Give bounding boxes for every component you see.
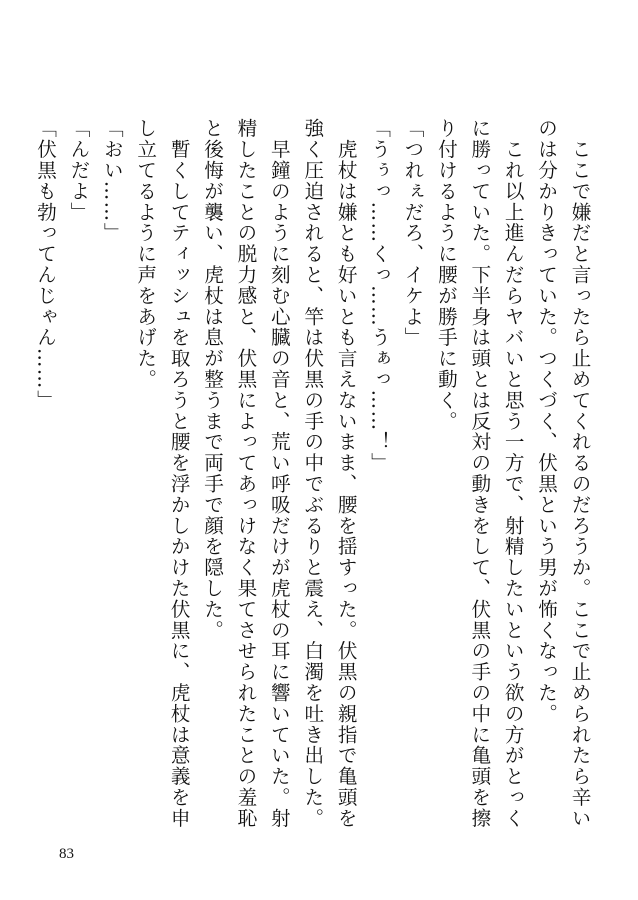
vertical-text-body [33,118,596,830]
dialogue-line: 「つれぇだろ、イケよ」 [400,118,424,348]
dialogue-line: 「伏黒も勃ってんじゃん……」 [33,118,57,411]
dialogue-line: 「んだよ」 [66,118,90,223]
paragraph: これ以上進んだらヤバいと思う一方で、射精したいという欲の方がとっくに勝っていた。下半身は頭とは反対の動きをして、伏黒の手の中に亀頭を擦り付けるように腰が勝手に動く。 [434,118,525,829]
page-number: 83 [59,846,74,862]
paragraph: 虎杖は嫌とも好いとも言えないまま、腰を揺すった。伏黒の親指で亀頭を強く圧迫されると、竿は伏黒の手の中でぶるりと震え、白濁を吐き出した。 [300,118,358,829]
paragraph: 早鐘のように刻む心臓の音と、荒い呼吸だけが虎杖の耳に響いていた。射精したことの脱力感と、伏黒によってあっけなく果てさせられたことの羞恥と後悔が襲い、虎杖は息が整うまで両手で顔を隠した。 [200,118,291,829]
paragraph: ここで嫌だと言ったら止めてくれるのだろうか。ここで止められたら辛いのは分かりきっていた。つくづく、伏黒という男が怖くなった。 [534,118,591,829]
paragraph: 暫くしてティッシュを取ろうと腰を浮かしかけた伏黒に、虎杖は意義を申し立てるように声をあげた。 [133,118,191,829]
dialogue-line: 「おい……」 [100,118,124,244]
dialogue-line: 「うぅっ……くっ……うぁっ……！」 [367,118,391,474]
